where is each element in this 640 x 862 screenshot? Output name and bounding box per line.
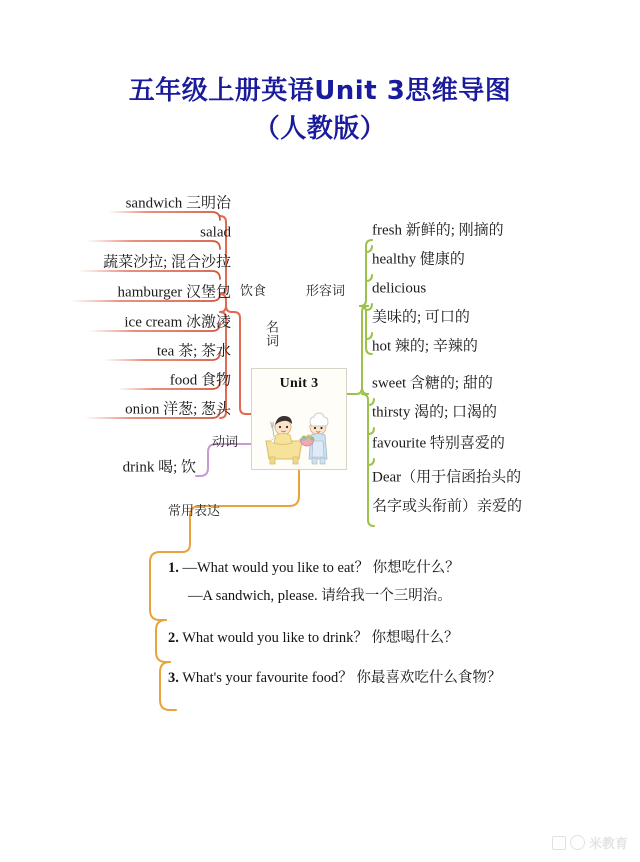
watermark [552, 833, 628, 852]
expression-sentence-2[interactable] [168, 628, 459, 648]
center-hub-unit-3[interactable] [251, 368, 347, 470]
adjective-item[interactable]: Dear（用于信函抬头的 [372, 469, 522, 486]
adjective-item[interactable]: hot 辣的; 辛辣的 [372, 338, 478, 355]
sentence-number: 2. [168, 630, 179, 646]
page-title [0, 72, 640, 148]
adjective-item[interactable]: fresh 新鲜的; 刚摘的 [372, 222, 504, 239]
page-title-line-2: （人教版） [253, 114, 387, 144]
noun-item[interactable]: hamburger 汉堡包 [117, 284, 231, 301]
adjective-item[interactable]: delicious [372, 280, 427, 297]
noun-item[interactable]: ice cream 冰激凌 [124, 314, 231, 331]
adjective-item[interactable]: sweet 含糖的; 甜的 [372, 375, 493, 392]
noun-item[interactable]: onion 洋葱; 葱头 [125, 401, 231, 418]
hub-title: Unit 3 [279, 376, 319, 391]
branch-label-noun: 名词 [263, 320, 278, 348]
watermark-circle-icon [570, 835, 585, 850]
sentence-number: 1. [168, 560, 179, 576]
noun-item[interactable]: tea 茶; 茶水 [156, 343, 231, 360]
adjective-item[interactable]: 美味的; 可口的 [372, 309, 470, 326]
expression-sentence-1-reply[interactable] [188, 586, 452, 606]
verb-item[interactable]: drink 喝; 饮 [122, 459, 196, 476]
sentence-text: —A sandwich, please. 请给我一个三明治。 [188, 588, 452, 604]
watermark-text: 米教育 [588, 837, 628, 852]
expression-sentence-1[interactable] [168, 558, 460, 578]
watermark-square-icon [552, 836, 566, 850]
noun-item[interactable]: salad [200, 224, 231, 241]
branch-label-verb: 动词 [212, 435, 239, 450]
adjective-item[interactable]: 名字或头衔前）亲爱的 [372, 498, 523, 515]
expression-sentence-3[interactable] [168, 668, 501, 688]
branch-label-expression: 常用表达 [168, 504, 221, 519]
noun-item[interactable]: food 食物 [169, 372, 231, 389]
sentence-text: —What would you like to eat？ 你想吃什么？ [182, 560, 460, 576]
adjective-item[interactable]: thirsty 渴的; 口渴的 [372, 404, 498, 421]
adjective-item[interactable]: healthy 健康的 [372, 251, 465, 268]
sentence-text: What's your favourite food？ 你最喜欢吃什么食物？ [182, 670, 502, 686]
child-eating-and-chef-illustration [256, 397, 344, 467]
noun-item[interactable]: 蔬菜沙拉; 混合沙拉 [103, 254, 231, 271]
sentence-number: 3. [168, 670, 179, 686]
noun-item[interactable]: sandwich 三明治 [125, 195, 231, 212]
adjective-branch-lines [347, 240, 374, 526]
adjective-item[interactable]: favourite 特别喜爱的 [372, 435, 505, 452]
branch-label-diet: 饮食 [240, 284, 267, 299]
branch-label-adjective: 形容词 [306, 284, 346, 299]
page-title-line-1: 五年级上册英语Unit 3思维导图 [128, 76, 512, 106]
sentence-text: What would you like to drink？ 你想喝什么？ [182, 630, 459, 646]
